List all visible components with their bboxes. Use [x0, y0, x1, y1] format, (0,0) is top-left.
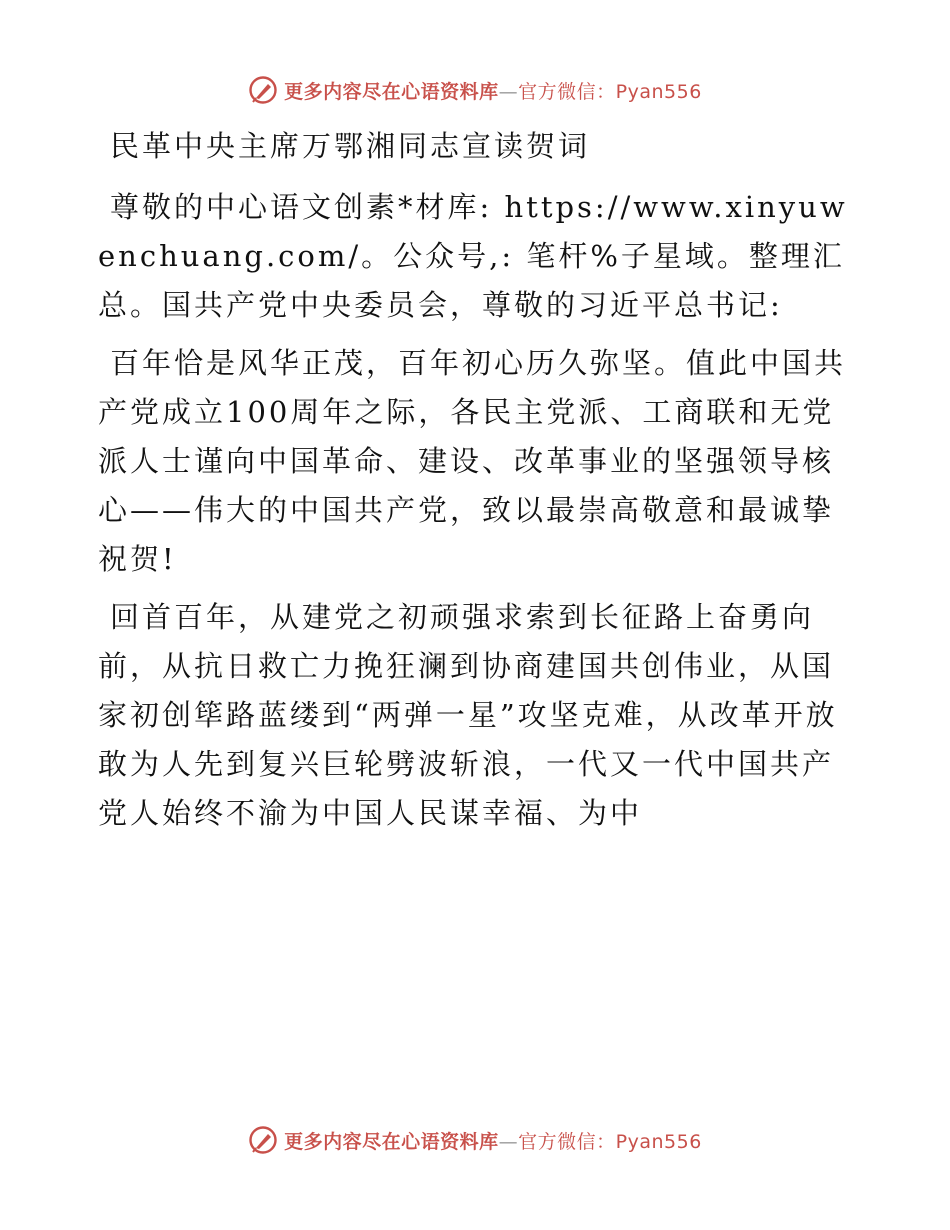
quill-logo-icon [248, 75, 278, 105]
paragraph-congratulation: 百年恰是风华正茂，百年初心历久弥坚。值此中国共产党成立100周年之际，各民主党派、工商联和无党派人士谨向中国革命、建设、改革事业的坚强领导核心——伟大的中国共产党，致以最崇高敬意和最诚挚祝贺! [98, 346, 847, 576]
document-body [98, 122, 858, 847]
header-banner [0, 70, 950, 110]
footer-banner-text [284, 1127, 702, 1154]
paragraph-salutation: 尊敬的中心语文创素*材库: https://www.xinyuwenchuang.com/。公众号,: 笔杆%子星域。整理汇总。国共产党中央委员会，尊敬的习近平总书记: [98, 190, 848, 322]
paragraph-retrospect: 回首百年，从建党之初顽强求索到长征路上奋勇向前，从抗日救亡力挽狂澜到协商建国共创伟业，从国家初创筚路蓝缕到“两弹一星”攻坚克难，从改革开放敢为人先到复兴巨轮劈波斩浪，一代又一代中国共产党人始终不渝为中国人民谋幸福、为中 [98, 600, 838, 830]
header-banner-text [284, 77, 702, 104]
footer-banner-lead: 更多内容尽在心语资料库 [284, 1130, 499, 1153]
header-banner-contact: 官方微信：Pyan556 [518, 80, 702, 103]
header-banner-dash: — [498, 80, 519, 103]
quill-logo-icon [248, 1125, 278, 1155]
footer-banner [0, 1120, 950, 1160]
footer-banner-dash: — [498, 1130, 519, 1153]
header-banner-lead: 更多内容尽在心语资料库 [284, 80, 499, 103]
document-title: 民革中央主席万鄂湘同志宣读贺词 [110, 129, 591, 163]
footer-banner-contact: 官方微信：Pyan556 [518, 1130, 702, 1153]
